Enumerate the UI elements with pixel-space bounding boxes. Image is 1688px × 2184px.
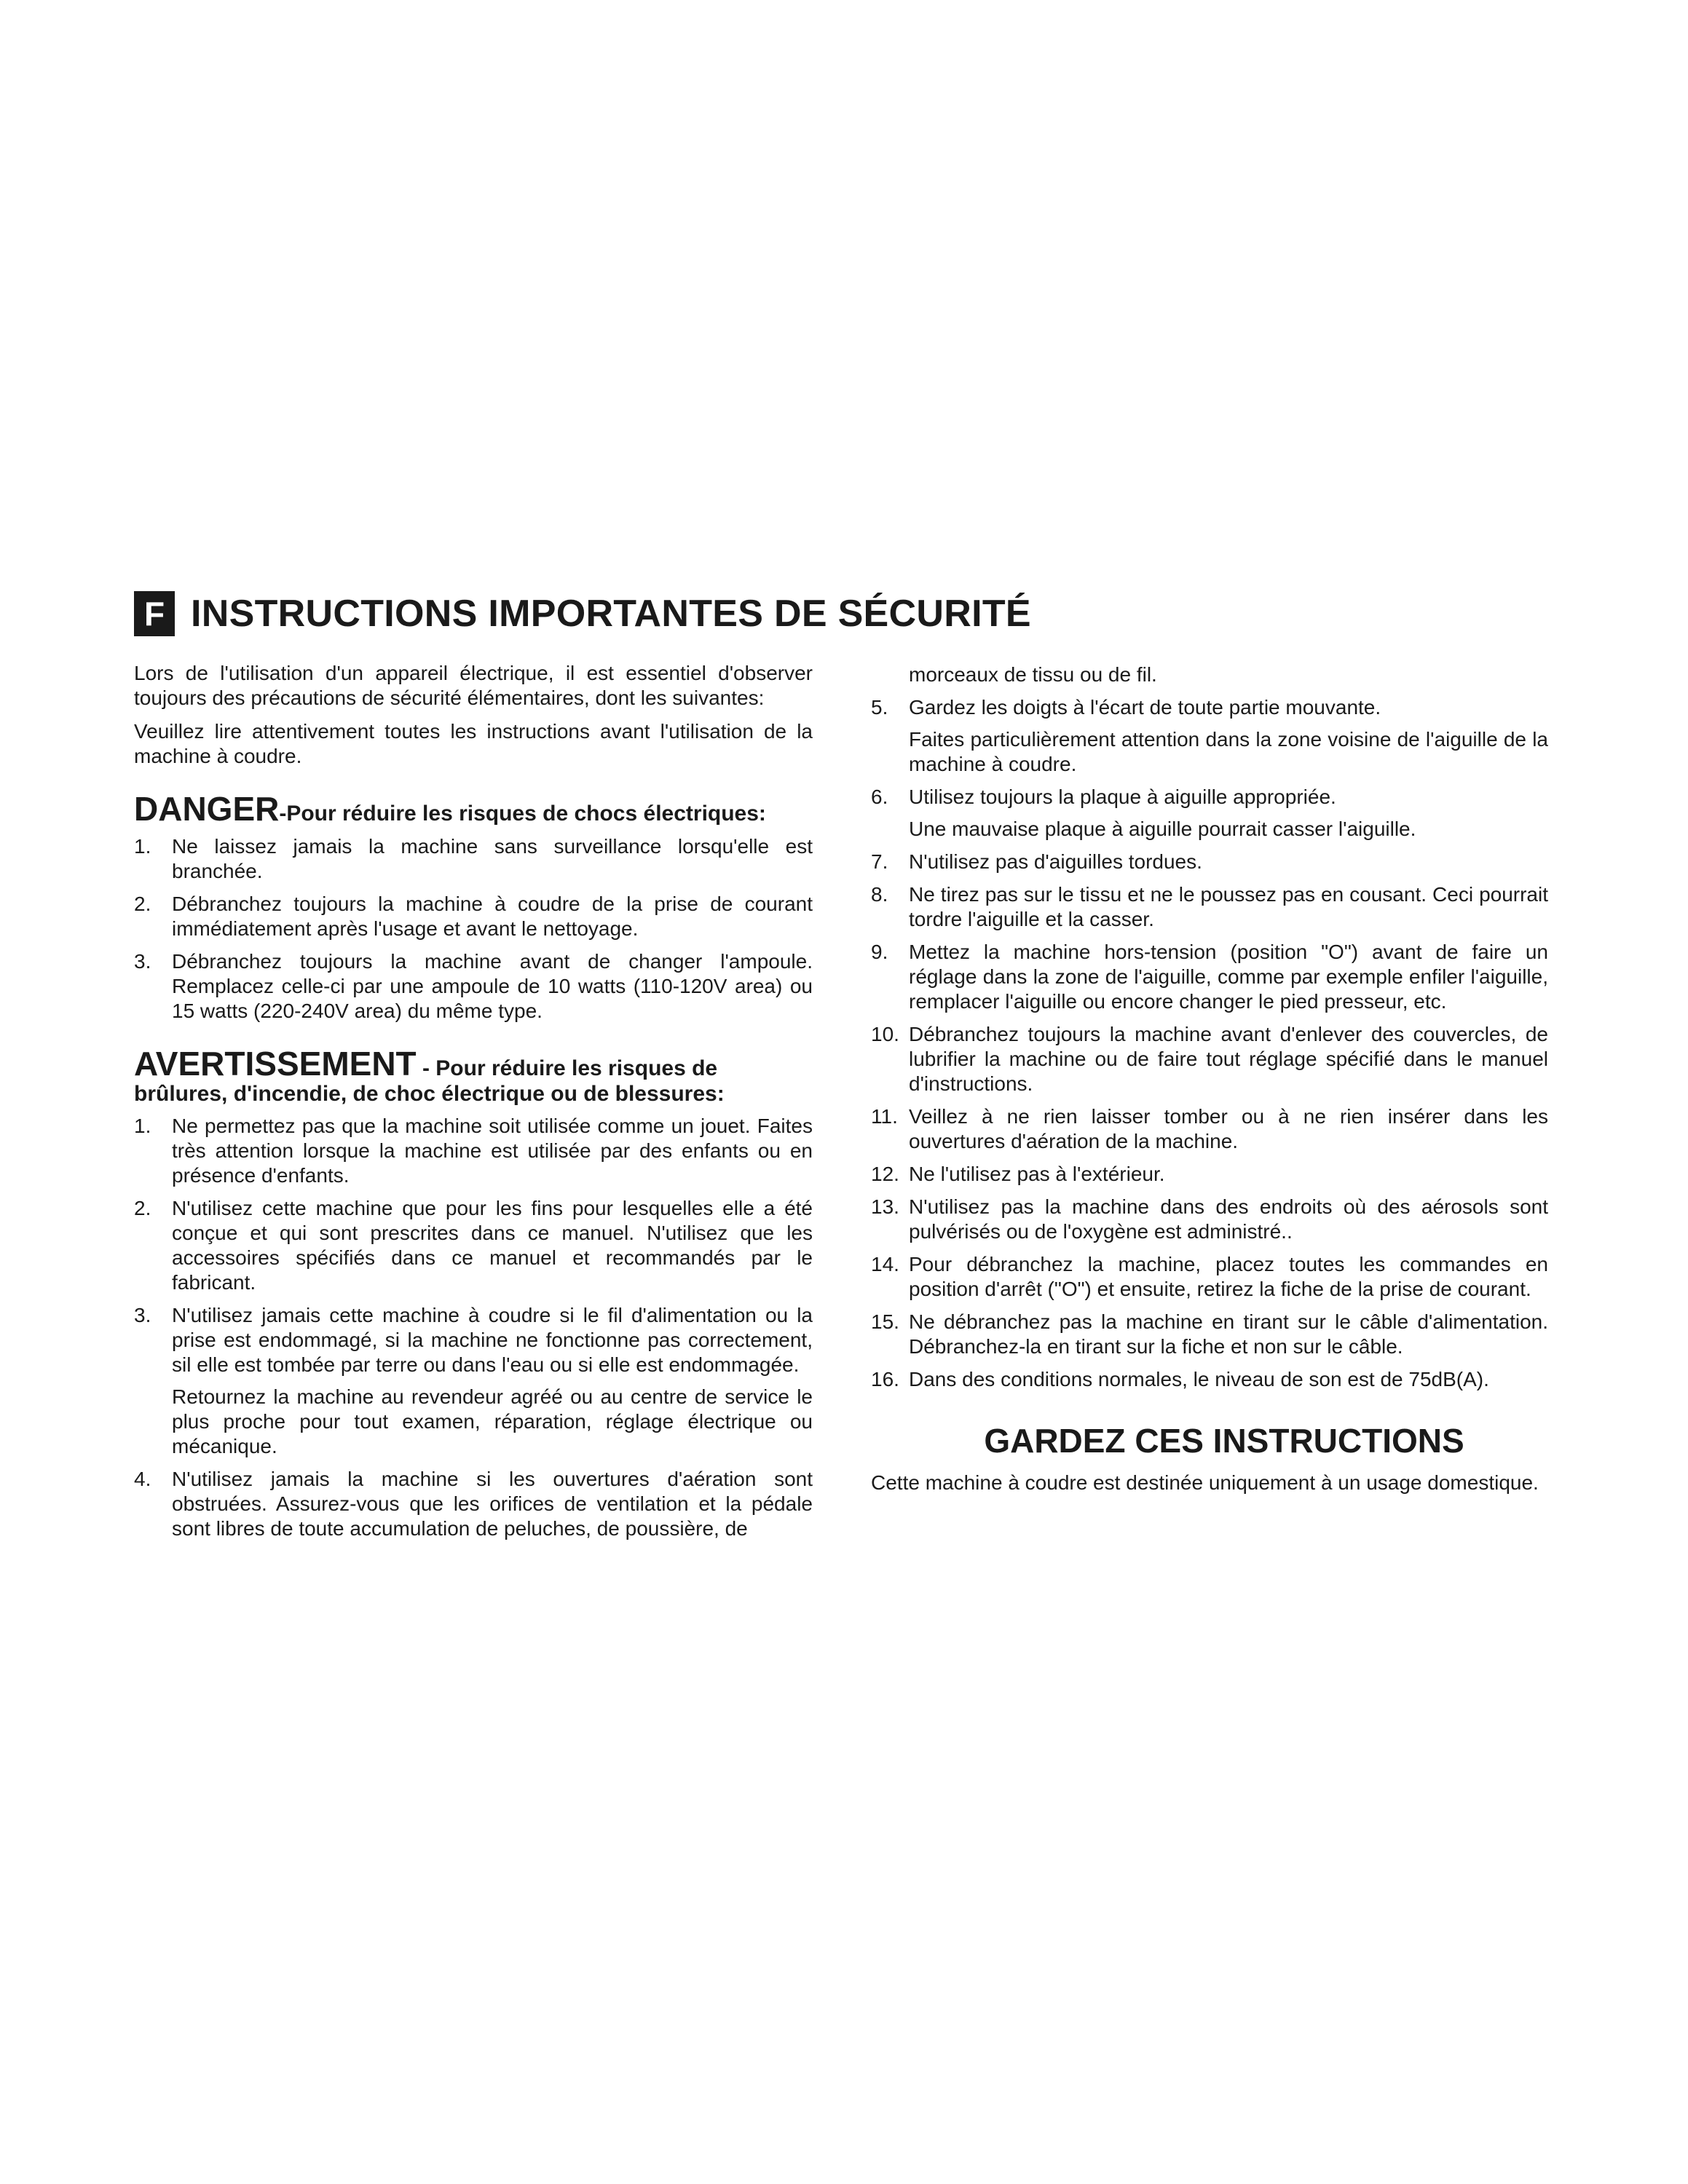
right-column	[871, 662, 1548, 1504]
danger-list	[134, 834, 813, 1024]
warning-list	[134, 1114, 813, 1541]
list-item: 1. Ne permettez pas que la machine soit utilisée comme un jouet. Faites très attention lorsque la machine est utilisée par des enfants ou en présence d'enfants.	[134, 1115, 813, 1187]
danger-subtitle: -Pour réduire les risques de chocs électriques:	[279, 802, 766, 826]
keep-instructions-heading: GARDEZ CES INSTRUCTIONS	[984, 1422, 1464, 1460]
closing-paragraph: Cette machine à coudre est destinée uniquement à un usage domestique.	[871, 1471, 1539, 1494]
list-item: 2. N'utilisez cette machine que pour les fins pour lesquelles elle a été conçue et qui sont prescrites dans ce manuel. N'utilisez que les accessoires spécifiés dans ce manuel et recommandés par le fabricant.	[134, 1197, 813, 1294]
list-item: 3. Débranchez toujours la machine avant de changer l'ampoule. Remplacez celle-ci par une ampoule de 10 watts (110-120V area) ou 15 watts (220-240V area) du même type.	[134, 950, 813, 1022]
language-badge: F	[134, 591, 175, 636]
list-item: 2. Débranchez toujours la machine à coudre de la prise de courant immédiatement après l'usage et avant le nettoyage.	[134, 893, 813, 940]
warning-heading	[134, 1045, 813, 1107]
list-item: 6. Utilisez toujours la plaque à aiguille appropriée. Une mauvaise plaque à aiguille pourrait casser l'aiguille.	[871, 786, 1416, 840]
warning-title: AVERTISSEMENT	[134, 1045, 417, 1083]
warning-list-continued	[871, 695, 1548, 1392]
page-header	[134, 591, 1031, 636]
list-item: 9. Mettez la machine hors-tension (position "O") avant de faire un réglage dans la zone de l'aiguille, comme par exemple enfiler l'aiguille, remplacer l'aiguille ou encore changer le pied presseur, etc.	[871, 941, 1548, 1013]
list-item: 10. Débranchez toujours la machine avant d'enlever des couvercles, de lubrifier la machine ou de faire tout réglage spécifié dans le manuel d'instructions.	[871, 1023, 1548, 1095]
list-item: 4. N'utilisez jamais la machine si les ouvertures d'aération sont obstruées. Assurez-vous que les orifices de ventilation et la pédale sont libres de toute accumulation de peluches, de poussière, de	[134, 1468, 813, 1540]
list-item: 5. Gardez les doigts à l'écart de toute partie mouvante. Faites particulièrement attention dans la zone voisine de l'aiguille de la machine à coudre.	[871, 696, 1548, 775]
list-item: 14. Pour débranchez la machine, placez toutes les commandes en position d'arrêt ("O") et ensuite, retirez la fiche de la prise de courant.	[871, 1253, 1548, 1300]
list-item: 11. Veillez à ne rien laisser tomber ou à ne rien insérer dans les ouvertures d'aération de la machine.	[871, 1105, 1548, 1152]
list-item: 1. Ne laissez jamais la machine sans surveillance lorsqu'elle est branchée.	[134, 835, 813, 882]
warning-subtitle: - Pour réduire les risques de brûlures, d'incendie, de choc électrique ou de blessures:	[134, 1056, 725, 1106]
intro-paragraph-1: Lors de l'utilisation d'un appareil électrique, il est essentiel d'observer toujours des précautions de sécurité élémentaires, dont les suivantes:	[134, 662, 813, 709]
continued-text: morceaux de tissu ou de fil.	[909, 663, 1157, 686]
intro-paragraph-2: Veuillez lire attentivement toutes les instructions avant l'utilisation de la machine à coudre.	[134, 720, 813, 767]
danger-title: DANGER	[134, 790, 280, 828]
list-item: 8. Ne tirez pas sur le tissu et ne le poussez pas en cousant. Ceci pourrait tordre l'aiguille et la casser.	[871, 883, 1548, 930]
list-item: 3. N'utilisez jamais cette machine à coudre si le fil d'alimentation ou la prise est endommagé, si la machine ne fonctionne pas correctement, sil elle est tombée par terre ou dans l'eau ou si elle est endommagée. Retournez la machine au revendeur agréé ou au centre de service le plus proche pour tout examen, réparation, réglage électrique ou mécanique.	[134, 1304, 813, 1457]
list-item: 7. N'utilisez pas d'aiguilles tordues.	[871, 850, 1202, 873]
list-item: 13. N'utilisez pas la machine dans des endroits où des aérosols sont pulvérisés ou de l'oxygène est administré..	[871, 1195, 1548, 1243]
list-item: 12. Ne l'utilisez pas à l'extérieur.	[871, 1163, 1165, 1185]
left-column	[134, 661, 813, 1549]
list-item: 16. Dans des conditions normales, le niveau de son est de 75dB(A).	[871, 1368, 1489, 1390]
list-item: 15. Ne débranchez pas la machine en tirant sur le câble d'alimentation. Débranchez-la en tirant sur la fiche et non sur le câble.	[871, 1310, 1548, 1358]
page-title: INSTRUCTIONS IMPORTANTES DE SÉCURITÉ	[191, 593, 1031, 635]
danger-heading	[134, 791, 813, 827]
